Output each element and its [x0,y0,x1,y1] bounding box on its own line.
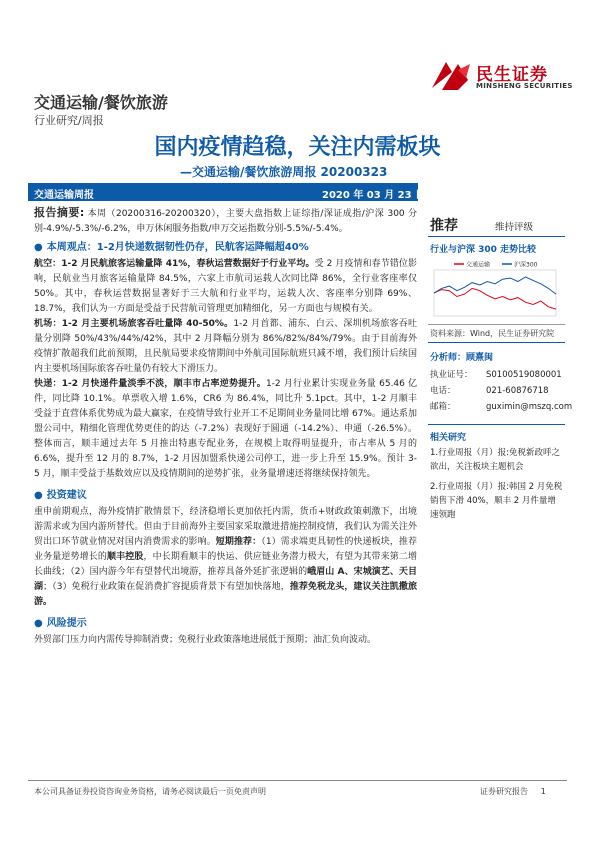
info-row [430,398,572,414]
logo-text-en: MINSHENG SECURITIES [476,82,573,90]
logo-text-cn: 民生证券 [476,65,548,85]
airport-label: 机场： [34,319,62,329]
summary-label: 报告摘要: [34,206,85,219]
info-value: S0100519080001 [486,370,562,380]
trend-chart [430,258,560,320]
view-text: 1-2月快递数据韧性仍存，民航客运降幅超40% [96,242,309,253]
footer-divider [28,780,567,781]
invest-heading-text: 投资建议 [46,490,87,501]
invest-text4: ；（3）免税行业政策在促消费扩容提质背景下有望加快落地， [43,582,290,592]
minsheng-logo-icon [428,58,472,94]
risk-heading [34,616,417,631]
rating-maintain: 维持评级 [495,222,534,233]
report-title: 国内疫情趋稳，关注内需板块 [154,135,441,160]
legend-label: 沪深300 [514,261,538,269]
divider [428,236,565,237]
aviation-paragraph [34,257,417,317]
risk-heading-text: 风险提示 [46,618,87,629]
rating-tuijian: 推荐 [430,218,458,234]
page-number: 1 [540,787,546,796]
aviation-bold: 1-2 月民航旅客运输量降 41%，春秋运营数据好于行业平均。 [61,259,315,269]
express-text: 1-2 月行业累计实现业务量 65.46 亿件，同比降 10.1%。单票收入增 1.6%，CR6 为 86.4%，同比升 5.1pct。其中，1-2 月顺丰受益于直营体系优势成为最大赢家，在疫情导致行业开工不足期间业务量同比增 67%。通达系加盟公司中，精细化管理优势更佳的韵达（-7.2%）表现好于圆通（-14.2%）、申通（-26.5%）。整体而言，顺丰通过去年 5 月推出特惠专配业务，在规模上取得明显提升，市占率从 5 月的 6.6%，提升至 12 月的 8.7%，1-2 月因加盟系快递公司停工，进一步上升至 15.9%。预计 3-5 月，顺丰受益于基数效应以及疫情期间的逆势扩张，业务量增速还将继续保持领先。 [34,379,417,479]
report-subtitle: —交通运输/餐饮旅游周报 20200323 [180,165,388,179]
analyst-name: 顾熹闽 [466,353,494,363]
invest-b3: 推荐免税龙头，建议关注凯撒旅游。 [34,582,417,607]
view-label: 本周观点： [46,242,97,253]
summary-text: 本周（20200316-20200320），主要大盘指数上证综指/深证成指/沪深 300 分别-4.9%/-5.3%/-6.2%，申万休闲服务指数/申万交运指数分别-5.5%/-5.4%。 [34,209,417,234]
divider [428,324,565,325]
info-key: 邮箱： [430,402,456,412]
airport-text: 1-2 月首都、浦东、白云、深圳机场旅客吞吐量分别降 50%/43%/44%/42%，其中 2 月降幅分别为 86%/82%/84%/79%。由于目前海外疫情扩散超我们此前预期，且民航局要求疫情期间中外航司国际航班只减不增，我们预计后续国内主要机场国际旅客吞吐量仍有较大下滑压力。 [34,319,417,374]
invest-heading [34,488,417,503]
report-date: 2020 年 03 月 23 日 [322,190,426,201]
analyst-info-table [430,368,572,414]
related-item[interactable]: 1.行业周报（月）报:免税新政呼之欲出，关注板块主题机会 [430,448,560,472]
related-heading: 相关研究 [430,433,467,443]
main-column [34,205,417,648]
bar-category: 交通运输周报 [34,190,94,201]
risk-text: 外贸部门压力向内需传导抑制消费；免税行业政策落地进展低于预期；油汇负向波动。 [34,635,377,645]
analyst-head-label: 分析师： [430,353,467,363]
invest-text2: （1）需求端更具韧性的快递板块，推荐业务量逆势增长的 [34,537,417,562]
invest-paragraph [34,505,417,610]
aviation-text: 受 2 月疫情和春节错位影响，民航业当月旅客运输量降 84.5%，六家上市航司运载人次同比降 86%，全行业客座率仅 50%。其中，春秋运营数据显著好于三大航和行业平均，运载人次、客座率分别降 69%、18.7%，我们认为一方面是受益于民营航司管理更加精细化，另一方面也与规模有关。 [34,259,417,314]
express-paragraph [34,377,417,482]
info-value[interactable]: guximin@mszq.com [486,402,573,412]
express-bold: 1-2 月快递件量淡季不淡，顺丰市占率逆势提升。 [61,379,266,389]
industry-title: 交通运输/餐饮旅游 [34,93,168,112]
related-list [430,446,564,522]
invest-rec-label: 短期推荐： [215,537,262,547]
analyst-heading [430,350,493,363]
aviation-label: 航空： [34,259,62,269]
info-value: 021-60876718 [486,386,549,396]
invest-b2: 峨眉山 A、宋城演艺、天目湖 [34,567,417,592]
divider [428,342,565,343]
info-key: 执业证号： [430,370,473,380]
info-key: 电话： [430,386,456,396]
footer-report-label: 证券研究报告 [480,787,528,796]
divider [428,424,565,425]
legend-label: 交通运输 [466,261,491,269]
invest-text3: ，中长期看顺丰的快运、供应链业务潜力极大，有望为其带来第二增长曲线；（2）国内游今年有望替代出境游，推荐具备外延扩张逻辑的 [34,552,417,577]
info-row [430,382,572,398]
express-label: 快递： [34,379,62,389]
airport-paragraph [34,317,417,377]
invest-text1: 重申前期观点，海外疫情扩散情景下，经济稳增长更加依托内需，货币+财政政策刺激下，出境游需求或为国内游所替代。但由于目前海外主要国家采取激进措施控制疫情，我们认为需关注外贸出口环节就业情况对国内消费需求的影响。 [34,507,417,547]
chart-source: 资料来源：Wind，民生证券研究院 [430,329,555,338]
info-row [430,368,572,382]
airport-bold: 1-2 月主要机场旅客吞吐量降 40-50%。 [61,319,234,329]
bullet-icon: ● [34,618,43,629]
footer-right [480,786,546,797]
summary-paragraph [34,205,417,237]
report-type: 行业研究/周报 [34,114,104,127]
related-item[interactable]: 2.行业周报（月）报:韩国 2 月免税销售下滑 40%，顺丰 2 月件量增速领跑 [430,482,563,520]
risk-paragraph [34,633,417,648]
view-heading [34,240,417,255]
bullet-icon: ● [34,242,43,253]
bullet-icon: ● [34,490,43,501]
invest-b1: 顺丰控股 [106,552,144,562]
chart-title: 行业与沪深 300 走势比较 [430,245,537,255]
footer-disclaimer: 本公司具备证券投资咨询业务资格，请务必阅读最后一页免责声明 [34,787,266,796]
trend-chart-svg [430,258,560,320]
